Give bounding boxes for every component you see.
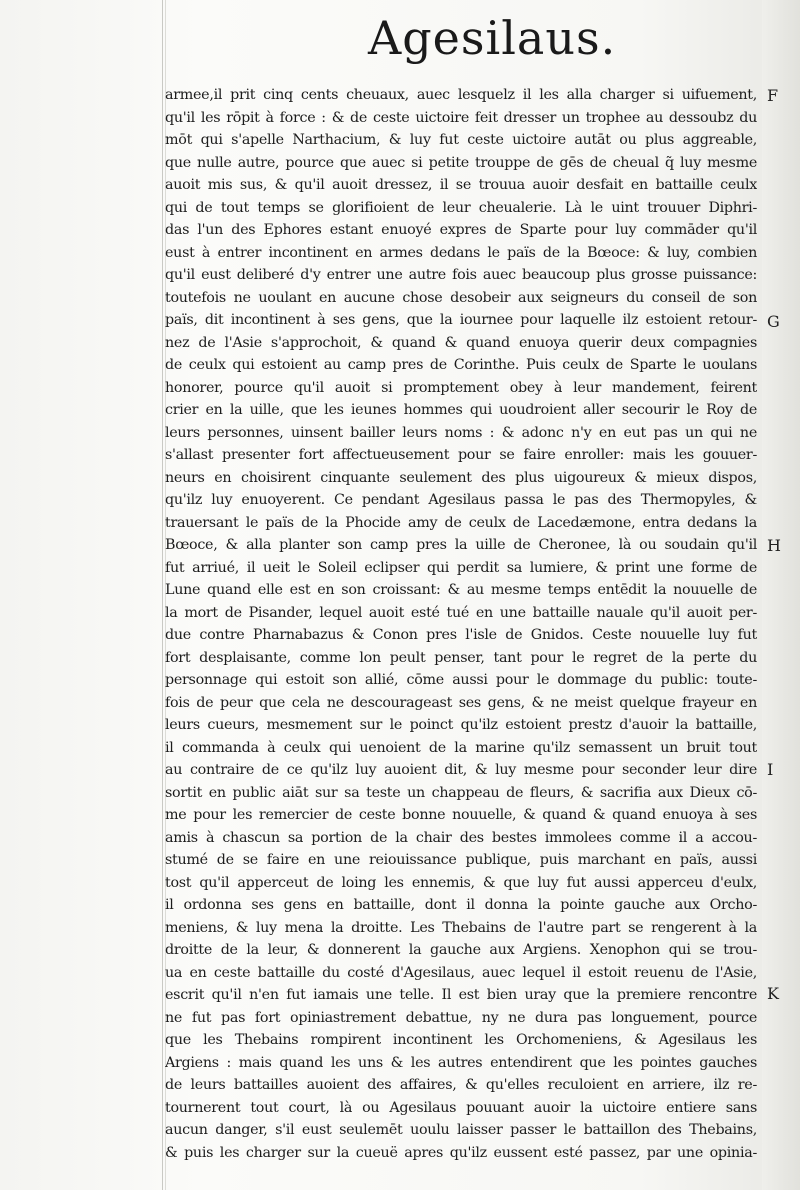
text-line: stumé de se faire en une reiouissance publique, puis marchant en païs, aussi	[165, 852, 757, 868]
text-line: toutefois ne uoulant en aucune chose desobeir aux seigneurs du conseil de son	[165, 289, 757, 306]
text-line: das l'un des Ephores estant enuoyé expres de Sparte pour luy commāder qu'il	[165, 222, 757, 238]
text-line: fort desplaisante, comme lon peult penser, tant pour le regret de la perte du	[165, 649, 757, 666]
text-line: armee,il prit cinq cents cheuaux, auec lesquelz il les alla charger si uifuement,	[165, 87, 757, 103]
text-line: païs, dit incontinent à ses gens, que la iournee pour laquelle ilz estoient retour-	[165, 312, 757, 328]
text-line: meniens, & luy mena la droitte. Les Thebains de l'autre part se rengerent à la	[165, 919, 757, 936]
text-line: de ceulx qui estoient au camp pres de Corinthe. Puis ceulx de Sparte le uoulans	[165, 357, 757, 373]
text-line: aucun danger, s'il eust seulemēt uoulu laisser passer le battaillon des Thebains,	[165, 1122, 757, 1138]
text-line: au contraire de ce qu'ilz luy auoient dit, & luy mesme pour seconder leur dire	[165, 762, 757, 778]
text-line: ne fut pas fort opiniastrement debattue, ny ne dura pas longuement, pource	[165, 1009, 757, 1026]
text-line: qu'il les rōpit à force : & de ceste uictoire feit dresser un trophee au dessoubz du	[165, 109, 757, 126]
text-line: nez de l'Asie s'approchoit, & quand & quand enuoya querir deux compagnies	[165, 334, 757, 351]
text-line: droitte de la leur, & donnerent la gauche aux Argiens. Xenophon qui se trou-	[165, 942, 757, 958]
text-line: ua en ceste battaille du costé d'Agesilaus, auec lequel il estoit reuenu de l'Asie,	[165, 964, 757, 981]
text-line: honorer, pource qu'il auoit si promptement obey à leur mandement, feirent	[165, 379, 757, 396]
margin-marker-i: I	[767, 760, 774, 779]
text-line: leurs cueurs, mesmement sur le poinct qu'ilz estoient prestz d'auoir la battaille,	[165, 717, 757, 733]
text-line: qu'ilz luy enuoyerent. Ce pendant Agesilaus passa le pas des Thermopyles, &	[165, 492, 757, 508]
text-line: de leurs battailles auoient des affaires, & qu'elles reculoient en arriere, ilz re-	[165, 1077, 757, 1093]
text-line: Argiens : mais quand les uns & les autres entendirent que les pointes gauches	[165, 1054, 757, 1071]
text-line: crier en la uille, que les ieunes hommes qui uoudroient aller secourir le Roy de	[165, 402, 757, 418]
text-line: la mort de Pisander, lequel auoit esté tué en une battaille nauale qu'il auoit per-	[165, 604, 757, 621]
text-line: escrit qu'il n'en fut iamais une telle. Il est bien uray que la premiere rencontre	[165, 987, 757, 1003]
text-line: amis à chascun sa portion de la chair des bestes immolees comme il a accou-	[165, 829, 757, 846]
text-line: eust à entrer incontinent en armes dedans le païs de la Bœoce: & luy, combien	[165, 244, 757, 261]
page-edge-shadow	[762, 0, 800, 1190]
text-line: Lune quand elle est en son croissant: & au mesme temps entēdit la nouuelle de	[165, 582, 757, 598]
text-line: il ordonna ses gens en battaille, dont il donna la pointe gauche aux Orcho-	[165, 897, 757, 913]
text-line: mōt qui s'apelle Narthacium, & luy fut ceste uictoire autāt ou plus aggreable,	[165, 132, 757, 148]
margin-marker-h: H	[767, 536, 781, 555]
text-line: qu'il eust deliberé d'y entrer une autre fois auec beaucoup plus grosse puissance:	[165, 267, 757, 283]
text-line: Bœoce, & alla planter son camp pres la uille de Cheronee, là ou soudain qu'il	[165, 537, 757, 553]
text-line: fut arriué, il ueit le Soleil eclipser qui perdit sa lumiere, & print une forme de	[165, 559, 757, 576]
body-text	[165, 84, 757, 1164]
margin-marker-k: K	[767, 984, 779, 1003]
text-line: que les Thebains rompirent incontinent les Orchomeniens, & Agesilaus les	[165, 1032, 757, 1048]
text-line: due contre Pharnabazus & Conon pres l'isle de Gnidos. Ceste nouuelle luy fut	[165, 627, 757, 643]
text-line: sortit en public aiāt sur sa teste un chappeau de fleurs, & sacrifia aux Dieux cō-	[165, 784, 757, 801]
text-line: leurs personnes, uinsent bailler leurs noms : & adonc n'y en eut pas un qui ne	[165, 424, 757, 441]
text-line: que nulle autre, pource que auec si petite trouppe de gēs de cheual q̃ luy mesme	[165, 154, 757, 171]
gutter-line	[162, 0, 163, 1190]
text-line: qui de tout temps se glorifioient de leur cheualerie. Là le uint trouuer Diphri-	[165, 199, 757, 216]
margin-marker-f: F	[767, 86, 779, 105]
text-line: personnage qui estoit son allié, cōme aussi pour le dommage du public: toute-	[165, 672, 757, 688]
margin-marker-g: G	[767, 312, 780, 331]
text-line: trauersant le païs de la Phocide amy de ceulx de Lacedæmone, entra dedans la	[165, 514, 757, 531]
text-line: neurs en choisirent cinquante seulement des plus uigoureux & mieux dispos,	[165, 469, 757, 486]
text-line: auoit mis sus, & qu'il auoit dressez, il se trouua auoir desfait en battaille ceulx	[165, 177, 757, 193]
text-line: tournerent tout court, là ou Agesilaus pouuant auoir la uictoire entiere sans	[165, 1099, 757, 1116]
text-line: s'allast presenter fort affectueusement pour se faire enroller: mais les gouuer-	[165, 447, 757, 463]
page-title: Agesilaus.	[368, 11, 617, 65]
text-line: & puis les charger sur la cueuë apres qu'ilz eussent esté passez, par une opinia-	[165, 1144, 757, 1161]
text-line: me pour les remercier de ceste bonne nouuelle, & quand & quand enuoya à ses	[165, 807, 757, 823]
text-line: fois de peur que cela ne descourageast ses gens, & ne meist quelque frayeur en	[165, 694, 757, 711]
text-line: tost qu'il apperceut de loing les ennemis, & que luy fut aussi apperceu d'eulx,	[165, 874, 757, 891]
text-line: il commanda à ceulx qui uenoient de la marine qu'ilz semassent un bruit tout	[165, 739, 757, 756]
